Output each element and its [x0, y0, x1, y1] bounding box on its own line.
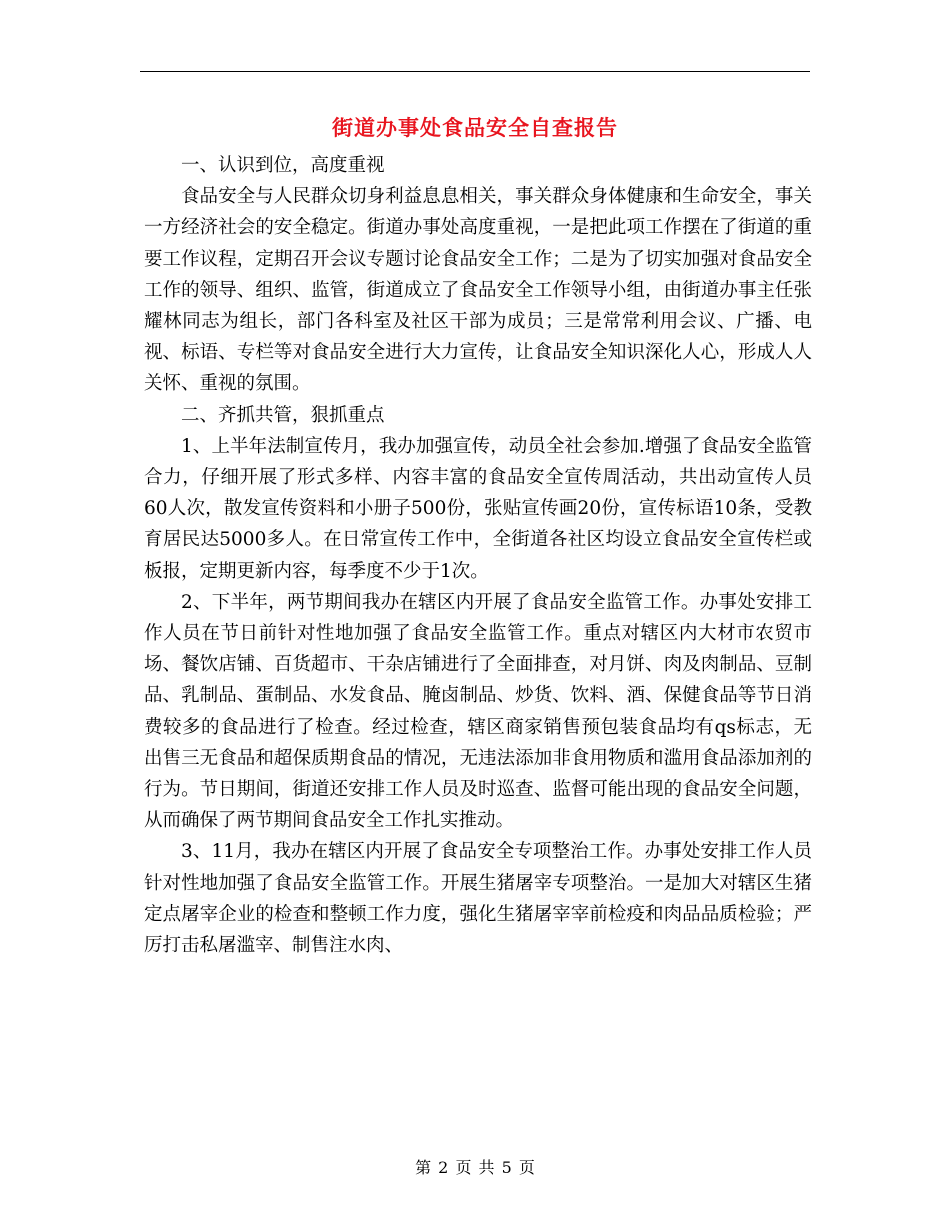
paragraph: 3、11月，我办在辖区内开展了食品安全专项整治工作。办事处安排工作人员针对性地加强了食品安全监管工作。开展生猪屠宰专项整治。一是加大对辖区生猪定点屠宰企业的检查和整顿工作力度，强化生猪屠宰宰前检疫和肉品品质检验；严厉打击私屠滥宰、制售注水肉、 [144, 841, 812, 957]
document-body [144, 150, 812, 961]
paragraph: 1、上半年法制宣传月，我办加强宣传，动员全社会参加.增强了食品安全监管合力，仔细开展了形式多样、内容丰富的食品安全宣传周活动，共出动宣传人员60人次，散发宣传资料和小册子500份，张贴宣传画20份，宣传标语10条，受教育居民达5000多人。在日常宣传工作中，全街道各社区均设立食品安全宣传栏或板报，定期更新内容，每季度不少于1次。 [144, 435, 812, 582]
page-footer: 第 2 页 共 5 页 [415, 1158, 535, 1177]
section-heading-2: 二、齐抓共管，狠抓重点 [181, 404, 385, 426]
document-title: 街道办事处食品安全自查报告 [332, 115, 618, 140]
paragraph: 食品安全与人民群众切身利益息息相关，事关群众身体健康和生命安全，事关一方经济社会的安全稳定。街道办事处高度重视，一是把此项工作摆在了街道的重要工作议程，定期召开会议专题讨论食品安全工作；二是为了切实加强对食品安全工作的领导、组织、监管，街道成立了食品安全工作领导小组，由街道办事主任张耀林同志为组长，部门各科室及社区干部为成员；三是常常利用会议、广播、电视、标语、专栏等对食品安全进行大力宣传，让食品安全知识深化人心，形成人人关怀、重视的氛围。 [144, 186, 812, 395]
section-heading-1: 一、认识到位，高度重视 [181, 155, 385, 176]
paragraph: 2、下半年，两节期间我办在辖区内开展了食品安全监管工作。办事处安排工作人员在节日前针对性地加强了食品安全监管工作。重点对辖区内大材市农贸市场、餐饮店铺、百货超市、干杂店铺进行了全面排查，对月饼、肉及肉制品、豆制品、乳制品、蛋制品、水发食品、腌卤制品、炒货、饮料、酒、保健食品等节日消费较多的食品进行了检查。经过检查，辖区商家销售预包装食品均有qs标志，无出售三无食品和超保质期食品的情况，无违法添加非食用物质和滥用食品添加剂的行为。节日期间，街道还安排工作人员及时巡查、监督可能出现的食品安全问题，从而确保了两节期间食品安全工作扎实推动。 [144, 591, 812, 832]
header-rule [140, 71, 810, 72]
